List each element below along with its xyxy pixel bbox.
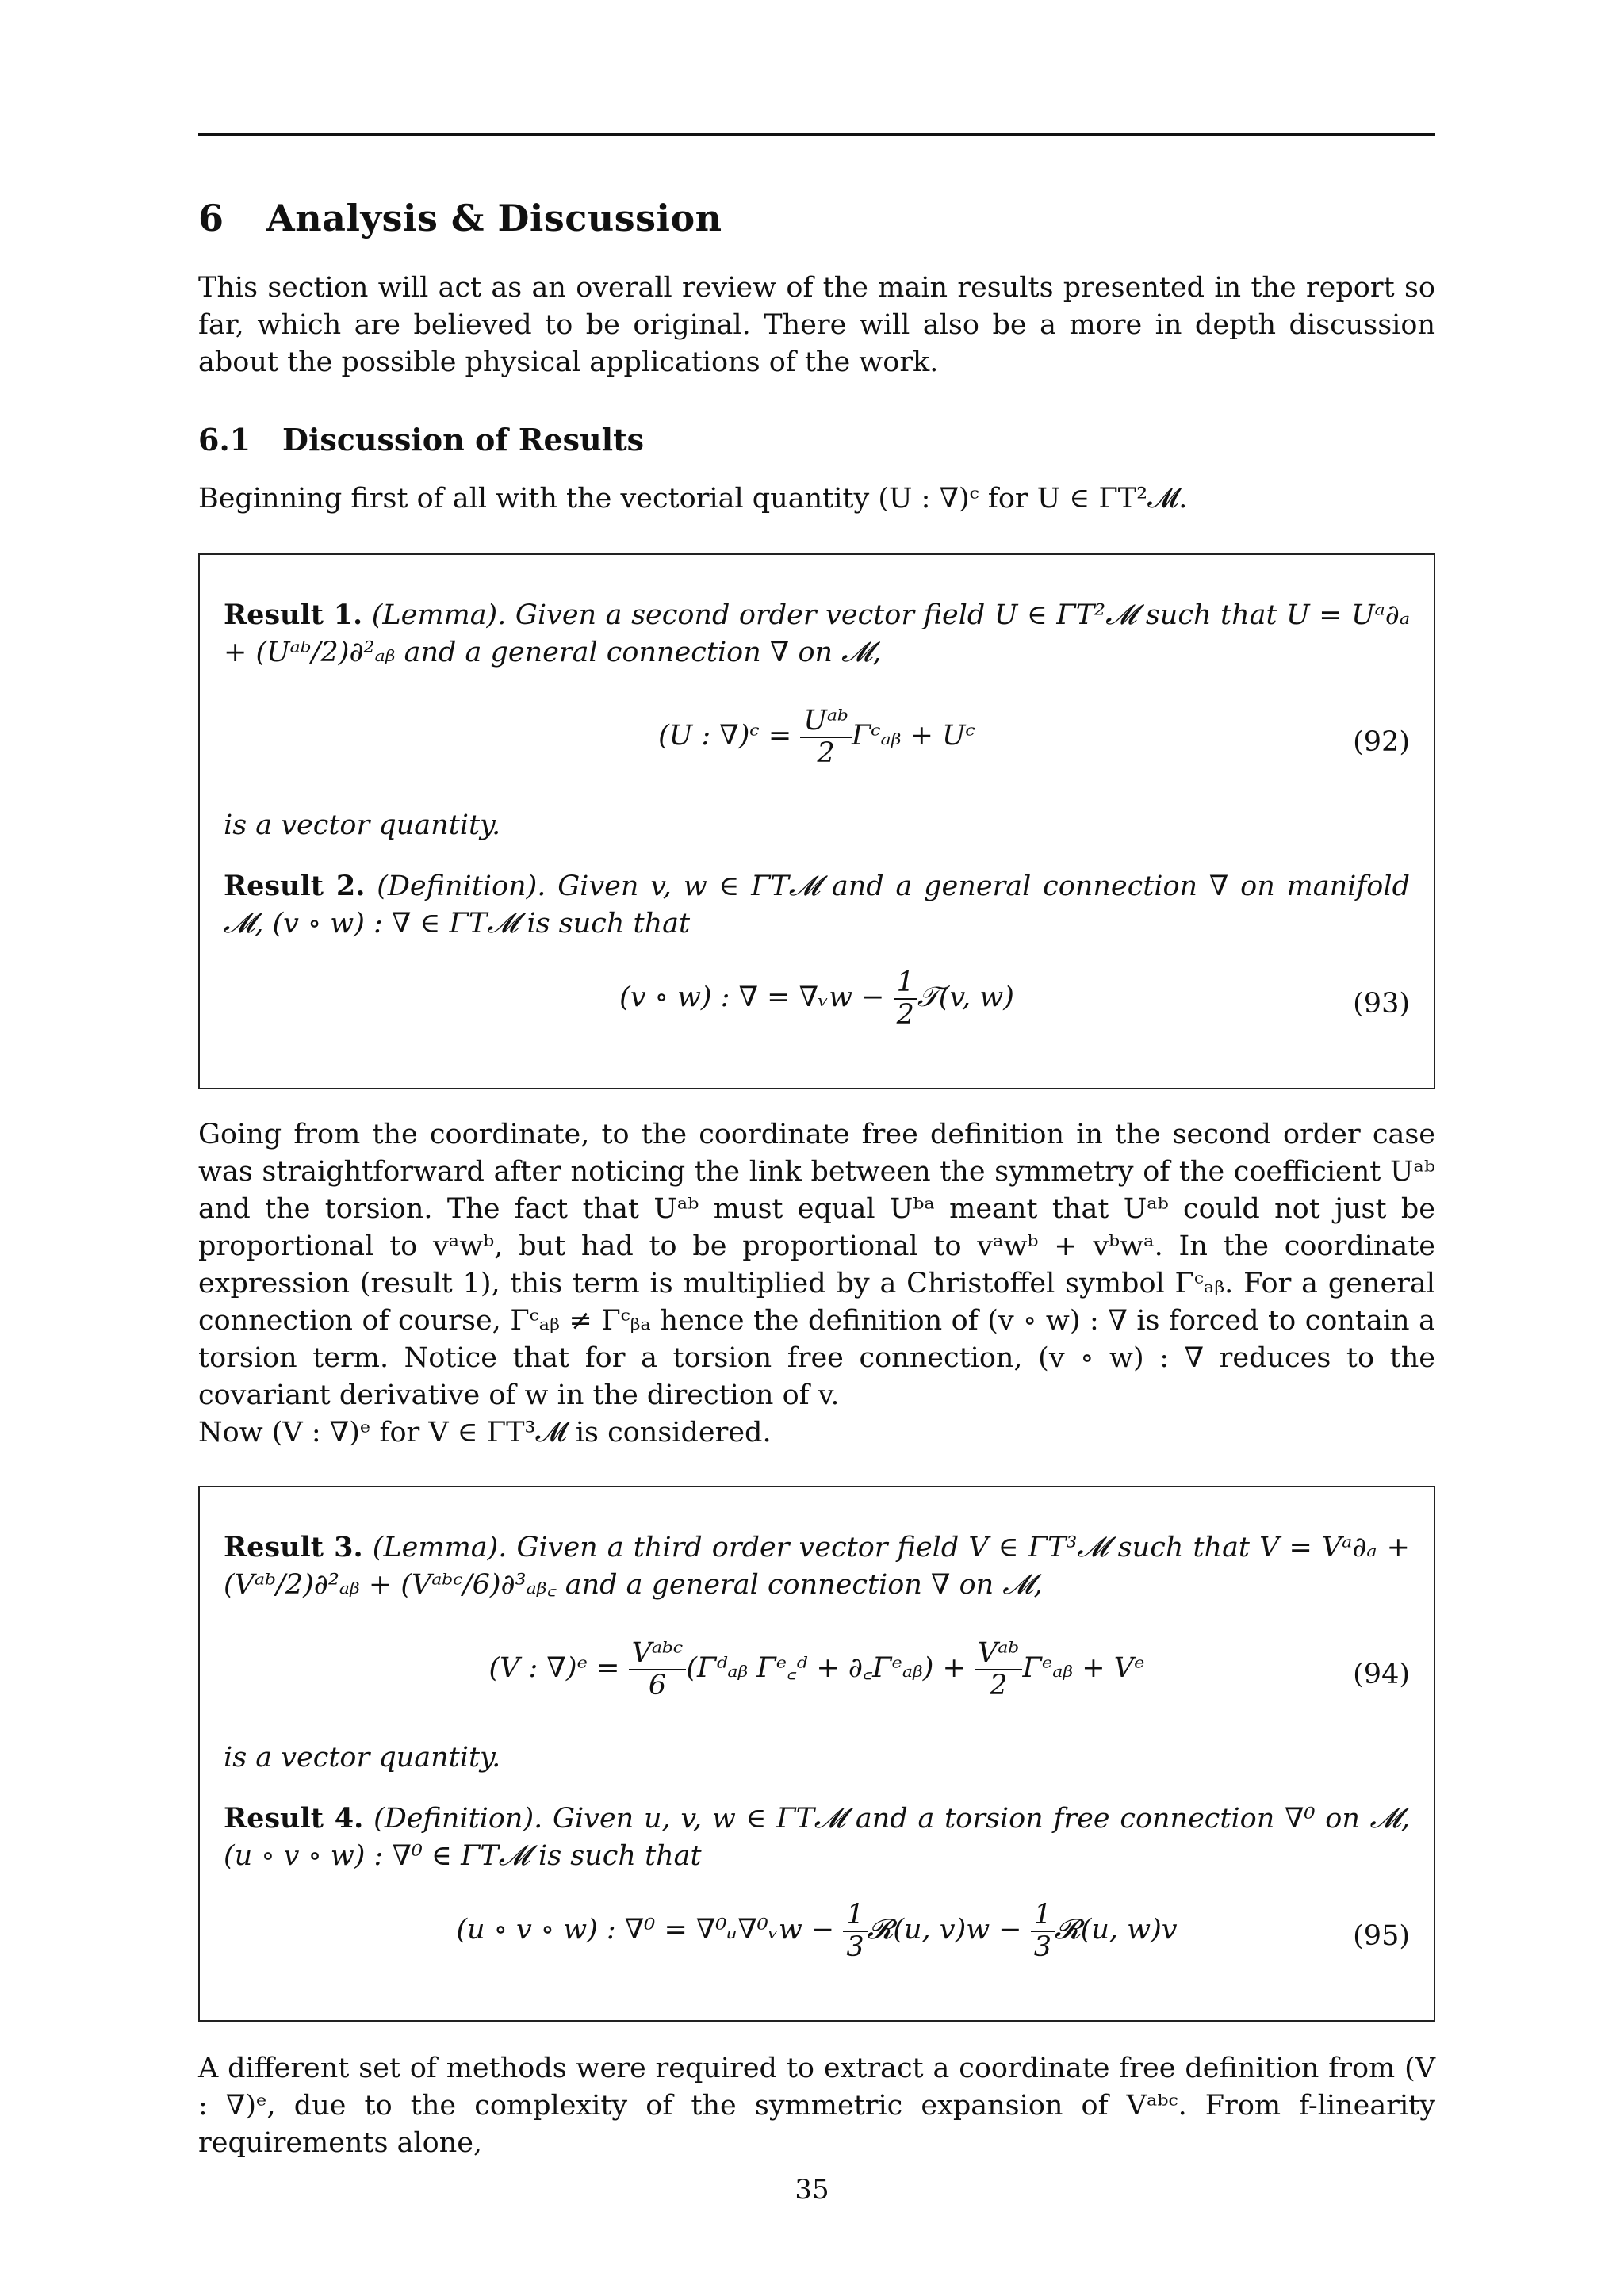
result-3-kind: (Lemma). [372,1532,508,1563]
equation-number-95: (95) [1353,1920,1410,1952]
subsection-heading [198,422,1435,457]
section-heading [198,197,1435,239]
result-1-kind: (Lemma). [371,599,507,631]
discussion-paragraph-1: Going from the coordinate, to the coordinate free definition in the second order case was straightforward after noticing the link between the symmetry of the coefficient Uᵃᵇ and the torsion. The fact that Uᵃᵇ must equal Uᵇᵃ meant that Uᵃᵇ could not just be proportional to vᵃwᵇ, but had to be proportional to vᵃwᵇ + vᵇwᵃ. In the coordinate expression (result 1), this term is multiplied by a Christoffel symbol Γᶜₐᵦ. For a general connection of course, Γᶜₐᵦ ≠ Γᶜᵦₐ hence the definition of (v ∘ w) : ∇ is forced to contain a torsion term. Notice that for a torsion free connection, (v ∘ w) : ∇ reduces to the covariant derivative of w in the direction of v. [198,1119,1435,1411]
result-1-after: is a vector quantity. [224,809,501,841]
lead-paragraph: Beginning first of all with the vectorial quantity (U : ∇)ᶜ for U ∈ ΓT²𝓜. [198,483,1188,515]
result-3-label: Result 3. [224,1531,363,1563]
subsection-number: 6.1 [198,422,251,457]
discussion-paragraph-2: Now (V : ∇)ᵉ for V ∈ ΓT³𝓜 is considered. [198,1417,772,1448]
subsection-lead [198,480,1435,518]
result-4-label: Result 4. [224,1802,364,1835]
equation-95: (u ∘ v ∘ w) : ∇⁰ = ∇⁰ᵤ∇⁰ᵥw − $\frac{1}{3}$ 𝓡(u, v)w − $\frac{1}{3}$ 𝓡(u, w)v (95) [456,1899,1410,1963]
page-number: 35 [795,2174,829,2206]
equation-number-94: (94) [1353,1659,1410,1690]
subsection-title: Discussion of Results [282,422,645,457]
equation-93: (v ∘ w) : ∇ = ∇ᵥw − $\frac{1}{2}$ 𝒯(v, w) (93) [619,966,1410,1031]
result-1-text: Given a second order vector field U ∈ ΓT²𝓜 such that U = Uᵃ∂ₐ + (Uᵃᵇ/2)∂²ₐᵦ and a general connection ∇ on 𝓜, [224,599,1410,668]
result-1 [224,596,1410,672]
result-4-text: Given u, v, w ∈ ΓT𝓜 and a torsion free connection ∇⁰ on 𝓜, (u ∘ v ∘ w) : ∇⁰ ∈ ΓT𝓜 is such that [224,1803,1410,1872]
result-4-kind: (Definition). [373,1803,543,1835]
section-number: 6 [198,197,224,239]
section-intro [198,270,1435,381]
results-box-2 [198,1486,1435,2022]
result-2-label: Result 2. [224,870,366,902]
result-3-after: is a vector quantity. [224,1742,501,1774]
equation-number-93: (93) [1353,988,1410,1020]
result-1-label: Result 1. [224,599,363,631]
result-2 [224,867,1410,943]
intro-paragraph: This section will act as an overall review of the main results presented in the report so far, which are believed to be original. There will also be a more in depth discussion about the possible physical applications of the work. [198,272,1435,378]
result-2-text: Given v, w ∈ ΓT𝓜 and a general connection ∇ on manifold 𝓜, (v ∘ w) : ∇ ∈ ΓT𝓜 is such that [224,871,1410,939]
header-rule [198,133,1435,136]
equation-number-92: (92) [1353,726,1410,758]
result-3 [224,1529,1410,1604]
result-4 [224,1800,1410,1875]
equation-94: (V : ∇)ᵉ = $\frac{\text{Vᵃᵇᶜ}}{6}$ (Γᵈₐᵦ Γᵉ꜀ᵈ + ∂꜀Γᵉₐᵦ) + $\frac{\text{Vᵃᵇ}}{2}$ Γᵉₐᵦ + Vᵉ (94) [488,1637,1410,1701]
section-title: Analysis & Discussion [266,197,722,239]
result-2-kind: (Definition). [377,871,546,902]
discussion-paragraph-3: A different set of methods were required to extract a coordinate free definition from (V : ∇)ᵉ, due to the complexity of the symmetric expansion of Vᵃᵇᶜ. From f-linearity requirements alone, [198,2053,1435,2159]
result-3-text: Given a third order vector field V ∈ ΓT³𝓜 such that V = Vᵃ∂ₐ + (Vᵃᵇ/2)∂²ₐᵦ + (Vᵃᵇᶜ/6)∂³ₐᵦ꜀ and a general connection ∇ on 𝓜, [224,1532,1410,1601]
results-box-1 [198,553,1435,1089]
equation-92: (U : ∇)ᶜ = $\frac{\text{Uᵃᵇ}}{2}$ Γᶜₐᵦ + Uᶜ (92) [658,705,1410,769]
